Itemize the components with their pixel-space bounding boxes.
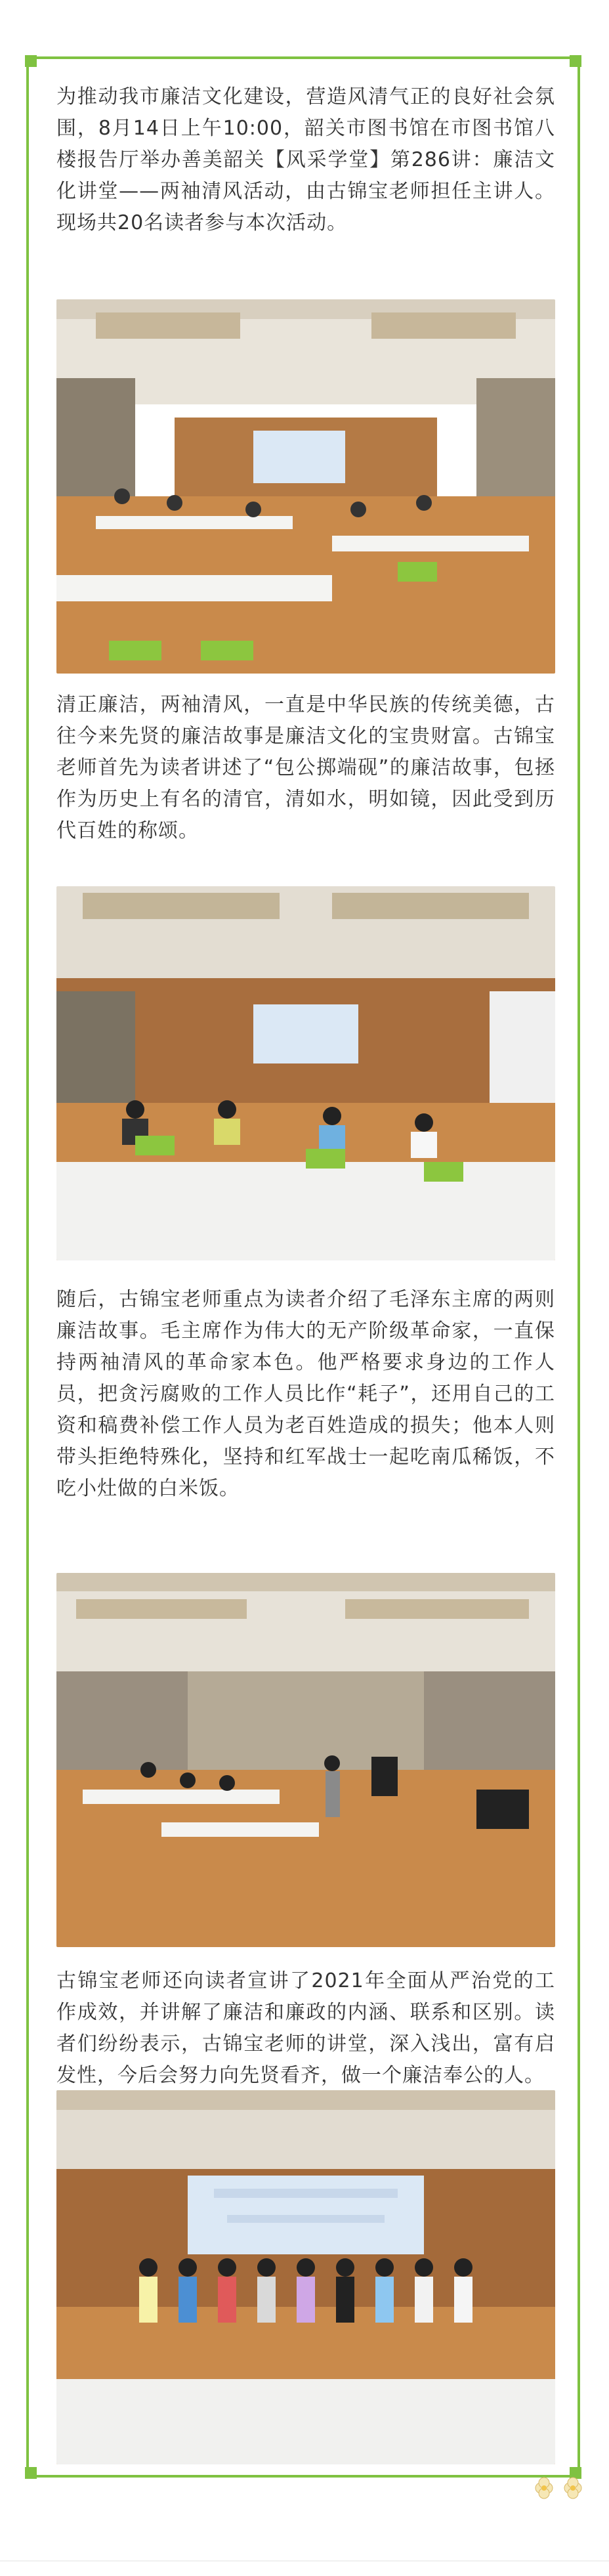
frame-corner — [570, 55, 581, 67]
lecture-hall-photo-2-image — [56, 886, 555, 1260]
lecture-hall-photo-3-image — [56, 1573, 555, 1947]
lecture-hall-photo-1-image — [56, 299, 555, 674]
group-photo — [56, 2090, 555, 2464]
lecture-hall-photo-1 — [56, 299, 555, 674]
frame-corner — [25, 2467, 37, 2479]
lecture-hall-photo-3 — [56, 1573, 555, 1947]
divider — [0, 2560, 609, 2562]
group-photo-image — [56, 2090, 555, 2464]
flower-icon — [528, 2475, 591, 2501]
paragraph-intro: 为推动我市廉洁文化建设，营造风清气正的良好社会氛围，8月14日上午10:00，韶关市图书馆在市图书馆八楼报告厅举办善美韶关【风采学堂】第286讲：廉洁文化讲堂——两袖清风活动，由古锦宝老师担任主讲人。现场共20名读者参与本次活动。 — [56, 85, 555, 234]
frame-corner — [25, 55, 37, 67]
paragraph-story-bao-zheng: 清正廉洁，两袖清风，一直是中华民族的传统美德，古往今来先贤的廉洁故事是廉洁文化的宝贵财富。古锦宝老师首先为读者讲述了“包公掷端砚”的廉洁故事，包拯作为历史上有名的清官，清如水，明如镜，因此受到历代百姓的称颂。 — [56, 693, 555, 842]
paragraph-story-mao: 随后，古锦宝老师重点为读者介绍了毛泽东主席的两则廉洁故事。毛主席作为伟大的无产阶级革命家，一直保持两袖清风的革命家本色。他严格要求身边的工作人员，把贪污腐败的工作人员比作“耗子”，还用自己的工资和稿费补偿工作人员为老百姓造成的损失；他本人则带头拒绝特殊化，坚持和红军战士一起吃南瓜稀饭，不吃小灶做的白米饭。 — [56, 1288, 555, 1500]
lecture-hall-photo-2 — [56, 886, 555, 1260]
article-frame — [26, 56, 580, 2478]
flower-icon-graphic — [528, 2475, 591, 2501]
paragraph-summary: 古锦宝老师还向读者宣讲了2021年全面从严治党的工作成效，并讲解了廉洁和廉政的内涵、联系和区别。读者们纷纷表示，古锦宝老师的讲堂，深入浅出，富有启发性，今后会努力向先贤看齐，做一个廉洁奉公的人。 — [56, 1969, 555, 2087]
